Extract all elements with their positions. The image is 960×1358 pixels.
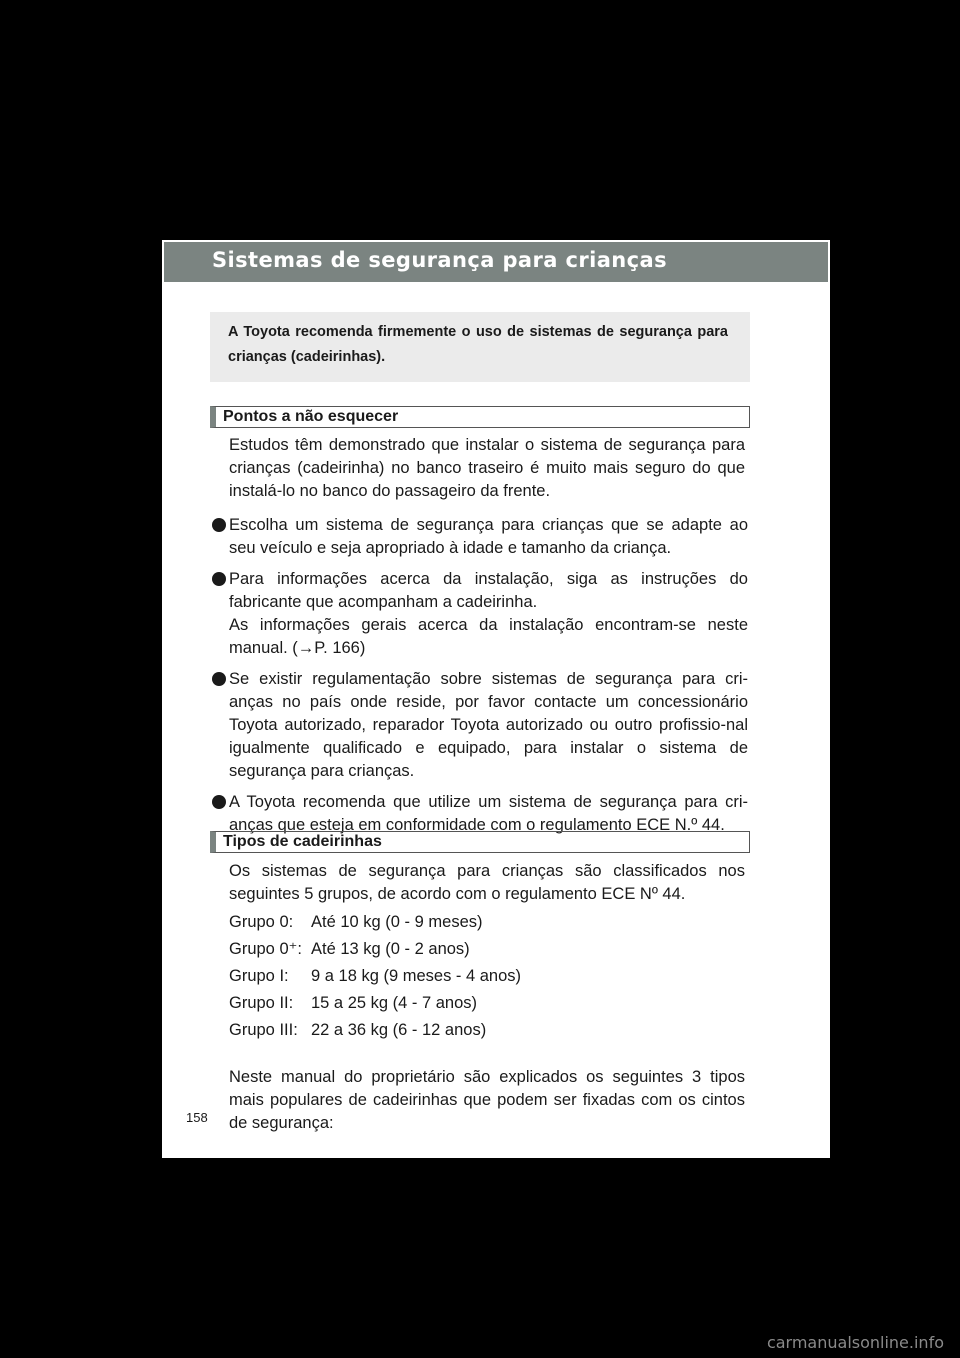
list-item (212, 568, 748, 660)
bullet-dot-icon (212, 672, 226, 686)
group-value: 9 a 18 kg (9 meses - 4 anos) (311, 967, 522, 985)
group-label: Grupo 0⁺: (229, 940, 302, 958)
group-row (229, 1017, 745, 1044)
section2-paragraph: Os sistemas de segurança para crianças são classificados nos seguintes 5 grupos, de acordo com o regulamento ECE Nº 44. (229, 862, 745, 903)
closing-paragraph: Neste manual do proprietário são explicados os seguintes 3 tipos mais populares de cadeirinhas que podem ser fixadas com os cintos de segurança: (229, 1068, 745, 1132)
section1-paragraph: Estudos têm demonstrado que instalar o sistema de segurança para crianças (cadeirinha) no banco traseiro é muito mais seguro do que instalá-lo no banco do passageiro da frente. (229, 436, 745, 500)
group-list (229, 909, 745, 1044)
group-row (229, 963, 745, 990)
list-item (212, 668, 748, 783)
group-value: 15 a 25 kg (4 - 7 anos) (311, 994, 478, 1012)
section-heading-tipos: Tipos de cadeirinhas (210, 831, 750, 853)
bullet-dot-icon (212, 795, 226, 809)
group-value: Até 10 kg (0 - 9 meses) (311, 913, 483, 931)
section-heading-pontos: Pontos a não esquecer (210, 406, 750, 428)
group-label: Grupo III: (229, 1021, 298, 1039)
intro-text: A Toyota recomenda firmemente o uso de sistemas de segurança para crianças (cadeirinhas). (228, 324, 728, 365)
watermark-text: carmanualsonline.info (766, 1333, 944, 1352)
page-title: Sistemas de segurança para crianças (212, 248, 667, 272)
bullet-text: Escolha um sistema de segurança para crianças que se adapte ao seu veículo e seja apropriado à idade e tamanho da criança. (229, 516, 748, 557)
intro-box (210, 312, 750, 382)
list-item (212, 514, 748, 560)
bullet-subtext: As informações gerais acerca da instalação encontram-se neste manual. (→P. 166) (229, 616, 748, 657)
bullet-text: Se existir regulamentação sobre sistemas de segurança para cri-anças no país onde reside, por favor contacte um concessionário Toyota autorizado, reparador Toyota autorizado ou outro profissio-nal igualmente qualificado e equipado, para instalar o sistema de segurança para crianças. (229, 670, 748, 780)
bullet-text: Para informações acerca da instalação, siga as instruções do fabricante que acompanham a cadeirinha. (229, 570, 748, 611)
group-label: Grupo I: (229, 967, 289, 985)
title-bar (164, 242, 828, 282)
bullet-text: A Toyota recomenda que utilize um sistema de segurança para cri-anças que esteja em conformidade com o regulamento ECE N.º 44. (229, 793, 748, 834)
group-row (229, 936, 745, 963)
group-value: 22 a 36 kg (6 - 12 anos) (311, 1021, 487, 1039)
bullet-list (212, 514, 748, 845)
page-number: 158 (186, 1110, 208, 1125)
group-value: Até 13 kg (0 - 2 anos) (311, 940, 470, 958)
group-row (229, 909, 745, 936)
group-label: Grupo II: (229, 994, 294, 1012)
bullet-dot-icon (212, 518, 226, 532)
bullet-dot-icon (212, 572, 226, 586)
manual-page (162, 240, 830, 1158)
group-label: Grupo 0: (229, 913, 294, 931)
group-row (229, 990, 745, 1017)
